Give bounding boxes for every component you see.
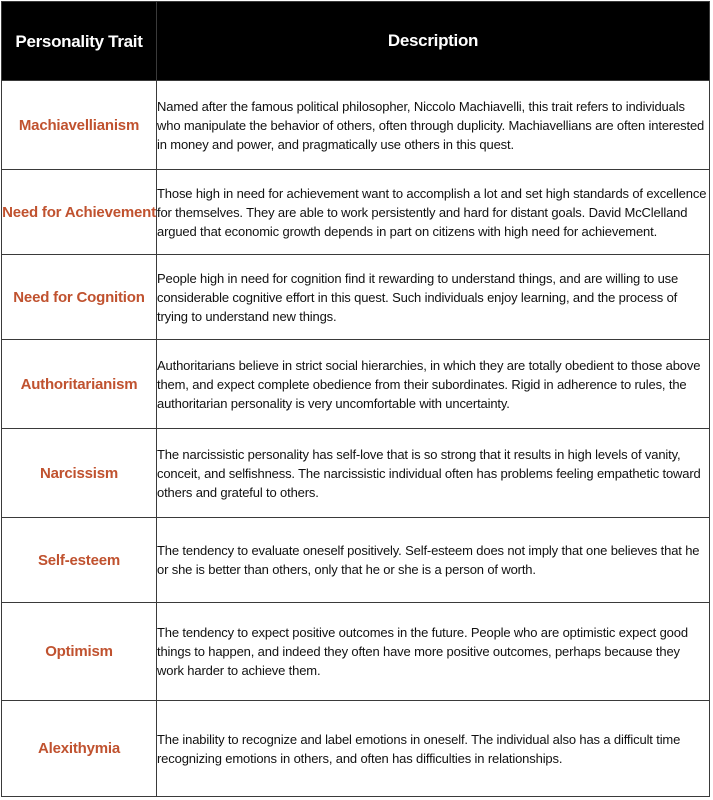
table-row	[2, 81, 710, 170]
trait-name: Narcissism	[2, 429, 157, 518]
table-row	[2, 340, 710, 429]
trait-name: Need for Cognition	[2, 255, 157, 340]
trait-description: People high in need for cognition find it rewarding to understand things, and are willing to use considerable cognitive effort in this quest. Such individuals enjoy learning, and the process of trying to understand new things.	[157, 255, 710, 340]
trait-description: Authoritarians believe in strict social hierarchies, in which they are totally obedient to those above them, and expect complete obedience from their subordinates. Rigid in adherence to rules, the authoritarian personality is very uncomfortable with uncertainty.	[157, 340, 710, 429]
trait-description: The narcissistic personality has self-love that is so strong that it results in high levels of vanity, conceit, and selfishness. The narcissistic individual often has problems feeling empathetic toward others and grateful to others.	[157, 429, 710, 518]
trait-name: Alexithymia	[2, 701, 157, 797]
trait-name: Machiavellianism	[2, 81, 157, 170]
personality-traits-table	[1, 1, 710, 797]
table-row	[2, 701, 710, 797]
trait-description: Those high in need for achievement want to accomplish a lot and set high standards of excellence for themselves. They are able to work persistently and hard for distant goals. David McClelland argued that economic growth depends in part on citizens with high need for achievement.	[157, 170, 710, 255]
trait-description: Named after the famous political philosopher, Niccolo Machiavelli, this trait refers to individuals who manipulate the behavior of others, often through duplicity. Machiavellians are often interested in money and power, and pragmatically use others in this quest.	[157, 81, 710, 170]
table-body	[2, 81, 710, 797]
header-personality-trait: Personality Trait	[2, 2, 157, 81]
trait-name: Need for Achievement	[2, 170, 157, 255]
trait-description: The inability to recognize and label emotions in oneself. The individual also has a difficult time recognizing emotions in others, and often has difficulties in relationships.	[157, 701, 710, 797]
trait-name: Optimism	[2, 603, 157, 701]
header-row	[2, 2, 710, 81]
table-row	[2, 255, 710, 340]
table-row	[2, 429, 710, 518]
trait-description: The tendency to evaluate oneself positively. Self-esteem does not imply that one believes that he or she is better than others, only that he or she is a person of worth.	[157, 518, 710, 603]
table-row	[2, 603, 710, 701]
table-row	[2, 170, 710, 255]
header-description: Description	[157, 2, 710, 81]
trait-description: The tendency to expect positive outcomes in the future. People who are optimistic expect good things to happen, and indeed they often have more positive outcomes, perhaps because they work harder to achieve them.	[157, 603, 710, 701]
trait-name: Self-esteem	[2, 518, 157, 603]
table-header	[2, 2, 710, 81]
table-row	[2, 518, 710, 603]
trait-name: Authoritarianism	[2, 340, 157, 429]
